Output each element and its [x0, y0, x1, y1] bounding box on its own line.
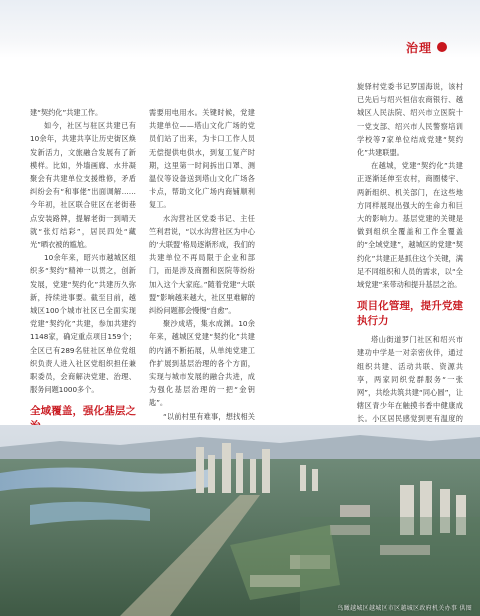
- paragraph: 在越城，党建“契约化”共建正逐渐延伸至农村，商圈楼宇、两新组织、机关部门，在这些地方同样展现出强大的生命力和巨大的影响力。基层党建的关键是做到组织全覆盖和工作全覆盖的“全域党建”，越城区的党建“契约化”共建正是抓住这个关键，满足不同组织和人员的需求，以“全域党建”来带动和提升基层之治。: [357, 161, 463, 290]
- paragraph: 旋驿村党委书记罗国海说，该村已先后与绍兴恒信农商银行、越城区人民法院、绍兴市立医院十一党支部、绍兴市人民警察培训学校等7家单位结成党建“契约化”共建联盟。: [357, 82, 463, 158]
- section-subheading: 全域覆盖，强化基层之: [30, 405, 136, 418]
- paragraph: 塔山街道罗门社区和绍兴市建功中学是一对亲密伙伴，通过组织共建、活动共联、资源共享，两家同织党群服务“一张网”，共绘共筑共建“同心圆”，让辖区青少年在触摸书香中健康成长。小区居民感觉到更有温度的: [357, 335, 463, 424]
- photo-caption: 鸟瞰越城区越城区市区越城区政府机关办事 供图: [337, 605, 472, 612]
- paragraph: 建“契约化”共建工作。: [30, 108, 103, 117]
- text-column-2: [149, 106, 255, 476]
- section-dot-icon: [437, 42, 447, 52]
- paragraph: 聚沙成塔，集水成渊。10余年来，越城区党建“契约化”共建的内涵不断拓展，从单纯党建工作扩展到基层治理的各个方面，实现与城市发展的融合共进，成为强化基层治理的一把“金钥匙”。: [149, 319, 255, 408]
- section-subheading: 项目化管理，提升党建执行力: [357, 300, 463, 328]
- aerial-city-illustration: [0, 425, 480, 616]
- paragraph: “以前村里有难事，想找相关: [163, 411, 255, 421]
- section-label: 治理: [406, 40, 433, 55]
- aerial-city-photo: [0, 425, 480, 616]
- paragraph: 10余年来，昭兴市越城区组织多“契约”精神一以贯之，创新发展，党建“契约化”共建历久弥新，持续进事要。截至目前，越城区100个城市社区已全面实现党建“契约化”共建，参加共建约1148家，确定重点项目159个；全区已有289名驻社区单位党组织负责人进入社区党组织担任兼职委员，会商解决党建、治理、服务问题1000多个。: [30, 253, 136, 395]
- text-column-3: [357, 80, 463, 439]
- section-tag: [406, 38, 447, 56]
- paragraph: 如今，社区与驻区共建已有10余年，共建共享让历史街区焕发新活力，文旅融合发展有了新模样。比如，外墙画廊、水井凝聚会有共建单位支援维修，矛盾纠纷会有“和事佬”出面调解……今年初，社区联合驻区在老街巷点安装路牌，提解老街一到晴天就“张灯结彩”，居民四处“藏光”晒衣被的尴尬。: [30, 121, 136, 250]
- paragraph: 水沟营社区党委书记、主任竺利君说，“以水沟营社区为中心的‘大联盟’格局逐渐形成，我们的共建单位不再局限于企业和部门，而是涉及商圈和医院等纷纷加入这个大家庭。”随着党建“大联盟”影响越来越大，社区里难解的纠纷问题都会慢慢“自愈”。: [149, 213, 255, 316]
- text-column-1: [30, 106, 136, 478]
- paragraph: 需要用电用水。关键时候，党建共建单位——塔山文化广场的党员们站了出来，为卡口工作人员无偿提供电供水，到复工复产时期，这里第一时间拆出口罩、测温仪等设备送到塔山文化广场各卡点，帮助文化广场内商铺顺利复工。: [149, 108, 255, 210]
